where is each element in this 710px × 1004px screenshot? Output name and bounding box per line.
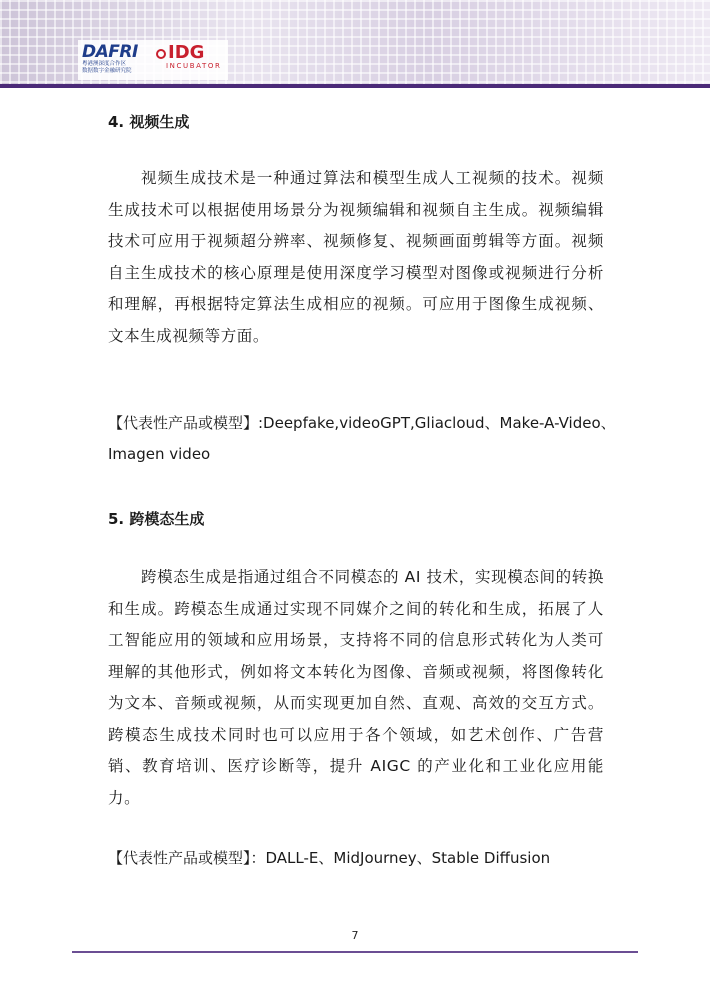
dafri-logo xyxy=(82,43,152,75)
footer-divider xyxy=(72,951,638,953)
idg-ring-icon xyxy=(156,49,166,59)
representative-products-video: 【代表性产品或模型】:Deepfake,videoGPT,Gliacloud、Make-A-Video、Imagen video xyxy=(108,414,616,463)
dafri-logo-wordmark: DAFRI xyxy=(82,42,138,62)
page-number: 7 xyxy=(351,929,359,942)
header-divider xyxy=(0,84,710,88)
section-body-cross-modal-generation: 跨模态生成是指通过组合不同模态的 AI 技术，实现模态间的转换和生成。跨模态生成通过实现不同媒介之间的转化和生成，拓展了人工智能应用的领域和应用场景，支持将不同的信息形式转化为人类可理解的其他形式，例如将文本转化为图像、音频或视频，将图像转化为文本、音频或视频，从而实现更加自然、直观、高效的交互方式。跨模态生成技术同时也可以应用于各个领域，如艺术创作、广告营销、教育培训、医疗诊断等，提升 AIGC 的产业化和工业化应用能力。 xyxy=(108,568,604,807)
section-body-video-generation: 视频生成技术是一种通过算法和模型生成人工视频的技术。视频生成技术可以根据使用场景分为视频编辑和视频自主生成。视频编辑技术可应用于视频超分辨率、视频修复、视频画面剪辑等方面。视频自主生成技术的核心原理是使用深度学习模型对图像或视频进行分析和理解，再根据特定算法生成相应的视频。可应用于图像生成视频、文本生成视频等方面。 xyxy=(108,169,604,345)
idg-incubator-logo xyxy=(156,43,226,70)
idg-logo-wordmark: IDG xyxy=(156,43,226,62)
section-heading-video-generation: 4. 视频生成 xyxy=(108,113,190,131)
dafri-logo-subtitle-1: 粤港澳深度合作区 xyxy=(82,61,127,67)
representative-products-cross-modal: 【代表性产品或模型】：DALL-E、MidJourney、Stable Diffusion xyxy=(108,849,551,867)
idg-logo-subtitle: INCUBATOR xyxy=(166,62,222,70)
section-heading-cross-modal-generation: 5. 跨模态生成 xyxy=(108,510,205,528)
dafri-logo-subtitle-2: 数据数字金融研究院 xyxy=(82,68,132,74)
